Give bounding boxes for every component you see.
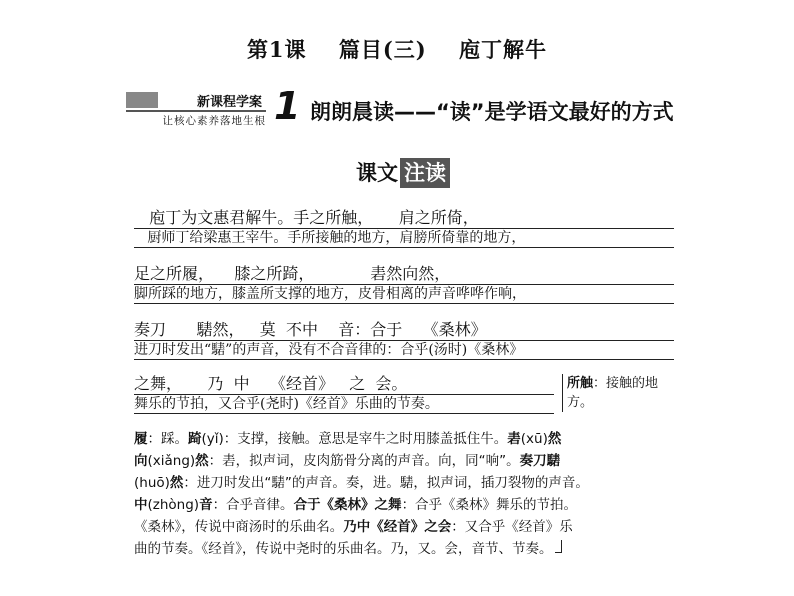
badge-top-text: 新课程学案 xyxy=(196,95,262,110)
note-text: ：又合乎《经首》乐 xyxy=(451,519,573,535)
note-term: 砉 xyxy=(507,431,521,447)
gloss-text: 脚所踩的地方，膝盖所支撑的地方，皮骨相离的声音哗哗作响， xyxy=(134,284,674,304)
note-line xyxy=(134,450,674,472)
bracket-mark xyxy=(555,540,562,553)
note-term: 然 xyxy=(195,453,209,469)
banner-heading: 朗朗晨读——“读”是学语文最好的方式 xyxy=(310,100,674,124)
original-text: 奏刀 騞然， 莫 不中 音：合于 《桑林》 xyxy=(134,320,487,339)
note-text: (xū) xyxy=(520,431,548,447)
section-title-boxed: 注读 xyxy=(400,158,450,188)
note-text: ：砉，拟声词，皮肉筋骨分离的声音。向，同“响”。 xyxy=(208,453,520,469)
section-title-plain: 课文 xyxy=(356,161,398,185)
reading-banner xyxy=(126,84,746,128)
passage-line xyxy=(134,208,674,248)
note-term: 奏刀騞 xyxy=(519,453,561,469)
note-line xyxy=(134,494,674,516)
note-term: 然 xyxy=(169,475,184,491)
note-term: 音 xyxy=(199,497,213,513)
side-annotation xyxy=(562,374,677,412)
passage-line xyxy=(134,320,674,360)
note-term: 向 xyxy=(134,453,148,469)
section-title xyxy=(356,158,450,188)
note-text: (yǐ)：支撑，接触。意思是宰牛之时用膝盖抵住牛。 xyxy=(201,431,508,447)
lesson-name: 庖丁解牛 xyxy=(459,37,548,62)
note-text: ：踩。 xyxy=(147,431,188,447)
note-text: (zhòng) xyxy=(147,497,200,513)
note-term: 合于《桑林》之舞 xyxy=(293,497,402,513)
passage-line xyxy=(134,374,554,414)
side-annotation-term: 所触 xyxy=(567,376,594,391)
chapter-label: 篇目(三) xyxy=(338,37,427,62)
banner-number: 1 xyxy=(274,84,301,128)
note-term: 乃中《经首》之会 xyxy=(343,519,452,535)
note-text: (xiǎng) xyxy=(147,453,196,469)
note-text: ：合乎《桑林》舞乐的节拍。 xyxy=(401,497,578,513)
original-text: 足之所履， 膝之所踦， 砉然向然， xyxy=(134,264,451,283)
note-text: ：进刀时发出“騞”的声音。奏，进。騞，拟声词，插刀裂物的声音。 xyxy=(183,475,589,491)
page-title xyxy=(0,34,794,64)
note-term: 履 xyxy=(134,431,148,447)
note-term: 然 xyxy=(547,431,562,447)
original-text: 庖丁为文惠君解牛。手之所触， 肩之所倚， xyxy=(134,208,479,227)
badge-bottom-text: 让核心素养落地生根 xyxy=(126,110,266,129)
note-term: 中 xyxy=(134,497,148,513)
note-text: ：合乎音律。 xyxy=(212,497,294,513)
note-line xyxy=(134,538,674,560)
original-text: 之舞， 乃 中 《经首》 之 会。 xyxy=(134,374,408,393)
gloss-text: 厨师丁给梁惠王宰牛。手所接触的地方，肩膀所倚靠的地方， xyxy=(134,228,674,248)
note-term: 踦 xyxy=(188,431,202,447)
note-text: (huō) xyxy=(134,475,170,491)
passage-line xyxy=(134,264,674,304)
note-text: 《桑林》，传说中商汤时的乐曲名。 xyxy=(134,519,344,535)
note-line xyxy=(134,516,674,538)
note-text: 曲的节奏。《经首》，传说中尧时的乐曲名。乃，又。会，音节、节奏。 xyxy=(134,541,553,557)
gloss-text: 进刀时发出“騞”的声音，没有不合音律的：合乎(汤时)《桑林》 xyxy=(134,340,674,360)
annotation-notes xyxy=(134,428,674,560)
course-badge xyxy=(126,92,266,126)
lesson-number: 第1课 xyxy=(246,37,307,62)
note-line xyxy=(134,428,674,450)
side-annotation-text: ：接触的地方。 xyxy=(567,376,659,410)
gloss-text: 舞乐的节拍，又合乎(尧时)《经首》乐曲的节奏。 xyxy=(134,394,554,414)
note-line xyxy=(134,472,674,494)
